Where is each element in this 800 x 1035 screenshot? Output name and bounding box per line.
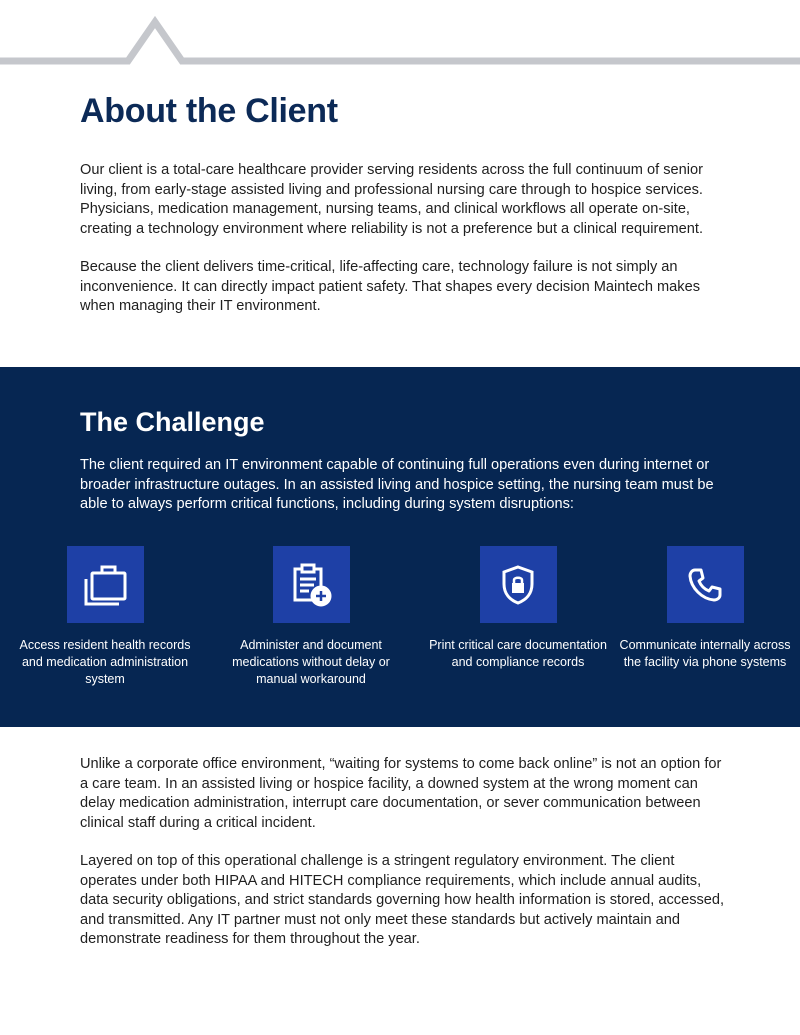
shield-lock-icon	[500, 564, 536, 606]
about-title: About the Client	[80, 92, 338, 130]
challenge-section	[0, 367, 800, 727]
phone-icon	[687, 567, 723, 603]
feature-medications	[221, 546, 401, 688]
feature-records	[15, 546, 195, 688]
bottom-paragraph-1: Unlike a corporate office environment, “waiting for systems to come back online” is not an option for a care team. In an assisted living or hospice facility, a downed system at the wrong moment can delay medication administration, interrupt care documentation, or sever communication between clinical staff during a critical incident.	[80, 756, 722, 831]
feature-tile	[667, 546, 744, 623]
about-section	[80, 92, 730, 317]
feature-caption: Print critical care documentation and compliance records	[429, 638, 607, 669]
feature-phone	[615, 546, 795, 671]
challenge-intro: The client required an IT environment capable of continuing full operations even during internet or broader infrastructure outages. In an assisted living and hospice setting, the nursing team must be able to always perform critical functions, including during system disruptions:	[80, 457, 714, 512]
challenge-title: The Challenge	[80, 407, 265, 437]
feature-caption: Communicate internally across the facility via phone systems	[619, 638, 791, 669]
feature-caption: Administer and document medications without delay or manual workaround	[232, 638, 390, 686]
clipboard-add-icon	[289, 562, 333, 608]
feature-documentation	[428, 546, 608, 671]
about-paragraph-2: Because the client delivers time-critical, life-affecting care, technology failure is not simply an inconvenience. It can directly impact patient safety. That shapes every decision Maintech makes when managing their IT environment.	[80, 259, 701, 314]
top-decorative-line	[0, 0, 800, 70]
feature-tile	[480, 546, 557, 623]
feature-caption: Access resident health records and medication administration system	[19, 638, 191, 686]
bottom-paragraph-2: Layered on top of this operational challenge is a stringent regulatory environment. The client operates under both HIPAA and HITECH compliance requirements, which include annual audits, data security obligations, and strict standards governing how health information is stored, accessed, and transmitted. Any IT partner must not only meet these standards but actively maintain and demonstrate readiness for them throughout the year.	[80, 853, 725, 947]
feature-tile	[273, 546, 350, 623]
about-paragraph-1: Our client is a total-care healthcare provider serving residents across the full continuum of senior living, from early-stage assisted living and professional nursing care through to hospice services. Physicians, medication management, nursing teams, and clinical workflows all operate on-site, creating a technology environment where reliability is not a preference but a clinical requirement.	[80, 162, 703, 237]
feature-tile	[67, 546, 144, 623]
bottom-section	[80, 755, 730, 950]
briefcase-icon	[81, 563, 129, 607]
